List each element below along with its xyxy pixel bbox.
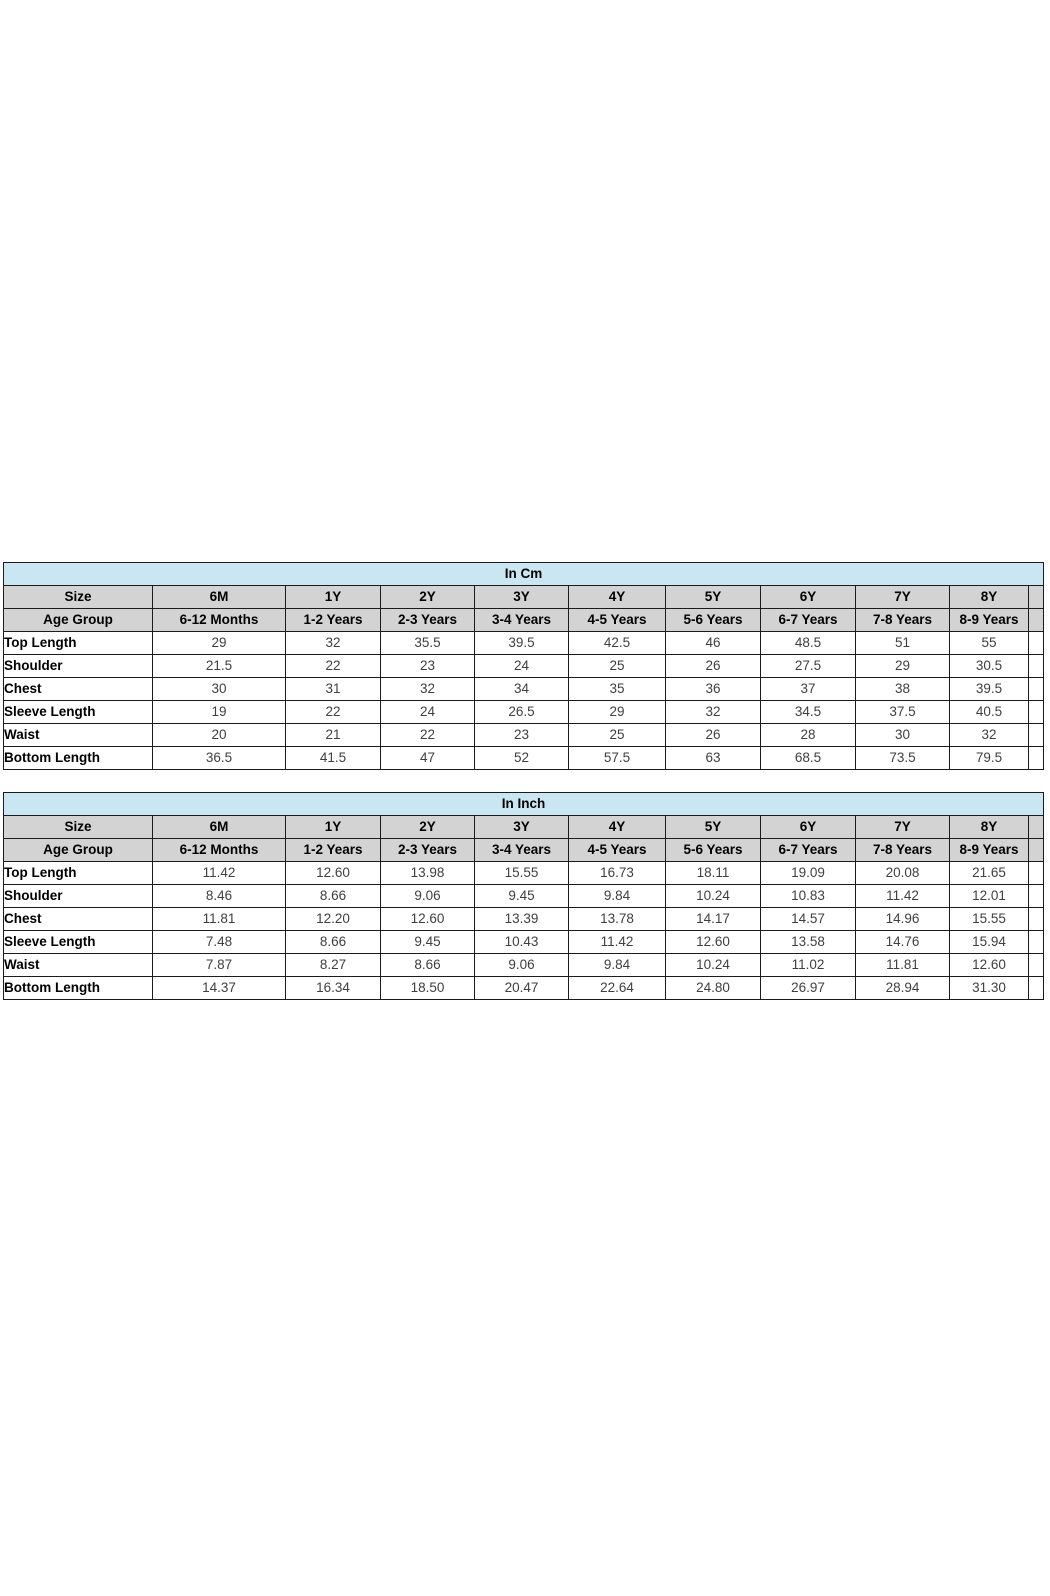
size-chart-tables xyxy=(3,562,1044,1000)
size-row-label: Size xyxy=(4,586,153,609)
age-group-row-label: Age Group xyxy=(4,839,153,862)
measurement-value-cell: 28 xyxy=(761,724,856,747)
size-header-cell: 1Y xyxy=(286,816,381,839)
measurement-value-cell: 26 xyxy=(666,655,761,678)
table-title-row xyxy=(4,563,1044,586)
table-row xyxy=(4,931,1044,954)
size-header-cell: 2Y xyxy=(381,586,475,609)
age-group-header-cell: 8-9 Years xyxy=(950,839,1029,862)
age-group-header-cell: 6-7 Years xyxy=(761,609,856,632)
measurement-value-cell: 12.20 xyxy=(286,908,381,931)
measurement-value-cell: 22 xyxy=(286,701,381,724)
row-stub-cell xyxy=(1029,724,1044,747)
measurement-value-cell: 14.96 xyxy=(856,908,950,931)
age-group-header-cell: 6-12 Months xyxy=(153,839,286,862)
size-header-cell: 1Y xyxy=(286,586,381,609)
measurement-value-cell: 20 xyxy=(153,724,286,747)
measurement-value-cell: 51 xyxy=(856,632,950,655)
measurement-value-cell: 14.76 xyxy=(856,931,950,954)
size-row-label: Size xyxy=(4,816,153,839)
measurement-value-cell: 37 xyxy=(761,678,856,701)
age-group-header-cell: 6-12 Months xyxy=(153,609,286,632)
table-row xyxy=(4,724,1044,747)
header-stub-cell xyxy=(1029,609,1044,632)
measurement-value-cell: 31.30 xyxy=(950,977,1029,1000)
size-header-cell: 6Y xyxy=(761,586,856,609)
age-group-header-cell: 3-4 Years xyxy=(475,839,569,862)
measurement-value-cell: 11.42 xyxy=(569,931,666,954)
row-stub-cell xyxy=(1029,885,1044,908)
measurement-value-cell: 9.84 xyxy=(569,885,666,908)
measurement-value-cell: 23 xyxy=(381,655,475,678)
measurement-value-cell: 10.83 xyxy=(761,885,856,908)
measurement-value-cell: 7.48 xyxy=(153,931,286,954)
measurement-value-cell: 52 xyxy=(475,747,569,770)
measurement-value-cell: 9.84 xyxy=(569,954,666,977)
size-chart-cm xyxy=(3,562,1044,770)
measurement-value-cell: 11.42 xyxy=(153,862,286,885)
measurement-value-cell: 9.45 xyxy=(381,931,475,954)
age-group-header-cell: 4-5 Years xyxy=(569,609,666,632)
measurement-value-cell: 46 xyxy=(666,632,761,655)
measurement-value-cell: 18.50 xyxy=(381,977,475,1000)
measurement-value-cell: 23 xyxy=(475,724,569,747)
measurement-value-cell: 9.45 xyxy=(475,885,569,908)
measurement-value-cell: 16.73 xyxy=(569,862,666,885)
table-row xyxy=(4,954,1044,977)
age-group-header-cell: 5-6 Years xyxy=(666,839,761,862)
measurement-value-cell: 30 xyxy=(856,724,950,747)
measurement-value-cell: 20.47 xyxy=(475,977,569,1000)
age-group-header-cell: 2-3 Years xyxy=(381,609,475,632)
measurement-value-cell: 29 xyxy=(856,655,950,678)
size-header-row xyxy=(4,816,1044,839)
measurement-value-cell: 30 xyxy=(153,678,286,701)
measurement-value-cell: 11.42 xyxy=(856,885,950,908)
measurement-value-cell: 9.06 xyxy=(475,954,569,977)
table-title: In Cm xyxy=(4,563,1044,586)
measurement-value-cell: 31 xyxy=(286,678,381,701)
measurement-value-cell: 48.5 xyxy=(761,632,856,655)
measurement-value-cell: 22.64 xyxy=(569,977,666,1000)
size-header-cell: 2Y xyxy=(381,816,475,839)
size-header-cell: 5Y xyxy=(666,586,761,609)
measurement-row-label: Shoulder xyxy=(4,655,153,678)
measurement-value-cell: 8.66 xyxy=(286,931,381,954)
measurement-value-cell: 29 xyxy=(153,632,286,655)
measurement-value-cell: 35.5 xyxy=(381,632,475,655)
measurement-value-cell: 14.37 xyxy=(153,977,286,1000)
measurement-row-label: Bottom Length xyxy=(4,977,153,1000)
row-stub-cell xyxy=(1029,678,1044,701)
measurement-value-cell: 21 xyxy=(286,724,381,747)
header-stub-cell xyxy=(1029,816,1044,839)
measurement-value-cell: 27.5 xyxy=(761,655,856,678)
measurement-row-label: Chest xyxy=(4,678,153,701)
table-row xyxy=(4,655,1044,678)
measurement-value-cell: 41.5 xyxy=(286,747,381,770)
measurement-row-label: Chest xyxy=(4,908,153,931)
measurement-value-cell: 34.5 xyxy=(761,701,856,724)
measurement-value-cell: 38 xyxy=(856,678,950,701)
size-header-cell: 3Y xyxy=(475,816,569,839)
row-stub-cell xyxy=(1029,908,1044,931)
size-header-cell: 6M xyxy=(153,586,286,609)
measurement-value-cell: 28.94 xyxy=(856,977,950,1000)
row-stub-cell xyxy=(1029,701,1044,724)
table-row xyxy=(4,632,1044,655)
measurement-value-cell: 11.81 xyxy=(856,954,950,977)
measurement-value-cell: 15.94 xyxy=(950,931,1029,954)
measurement-row-label: Shoulder xyxy=(4,885,153,908)
row-stub-cell xyxy=(1029,954,1044,977)
measurement-value-cell: 13.58 xyxy=(761,931,856,954)
measurement-value-cell: 12.01 xyxy=(950,885,1029,908)
row-stub-cell xyxy=(1029,655,1044,678)
measurement-value-cell: 24 xyxy=(475,655,569,678)
measurement-row-label: Sleeve Length xyxy=(4,931,153,954)
row-stub-cell xyxy=(1029,632,1044,655)
age-group-header-cell: 6-7 Years xyxy=(761,839,856,862)
measurement-row-label: Waist xyxy=(4,724,153,747)
header-stub-cell xyxy=(1029,839,1044,862)
measurement-value-cell: 35 xyxy=(569,678,666,701)
measurement-value-cell: 24 xyxy=(381,701,475,724)
measurement-value-cell: 37.5 xyxy=(856,701,950,724)
age-group-header-cell: 7-8 Years xyxy=(856,609,950,632)
size-header-cell: 5Y xyxy=(666,816,761,839)
age-group-header-cell: 3-4 Years xyxy=(475,609,569,632)
measurement-value-cell: 63 xyxy=(666,747,761,770)
size-header-cell: 4Y xyxy=(569,816,666,839)
measurement-row-label: Top Length xyxy=(4,862,153,885)
age-group-row-label: Age Group xyxy=(4,609,153,632)
measurement-value-cell: 8.46 xyxy=(153,885,286,908)
measurement-value-cell: 8.66 xyxy=(381,954,475,977)
measurement-value-cell: 39.5 xyxy=(475,632,569,655)
size-header-cell: 6M xyxy=(153,816,286,839)
size-header-cell: 6Y xyxy=(761,816,856,839)
measurement-value-cell: 57.5 xyxy=(569,747,666,770)
measurement-value-cell: 39.5 xyxy=(950,678,1029,701)
measurement-value-cell: 21.65 xyxy=(950,862,1029,885)
age-group-header-row xyxy=(4,609,1044,632)
table-row xyxy=(4,977,1044,1000)
measurement-value-cell: 47 xyxy=(381,747,475,770)
age-group-header-cell: 8-9 Years xyxy=(950,609,1029,632)
row-stub-cell xyxy=(1029,977,1044,1000)
measurement-value-cell: 30.5 xyxy=(950,655,1029,678)
size-header-cell: 8Y xyxy=(950,816,1029,839)
measurement-value-cell: 11.81 xyxy=(153,908,286,931)
measurement-value-cell: 10.24 xyxy=(666,885,761,908)
size-chart-inch xyxy=(3,792,1044,1000)
size-header-row xyxy=(4,586,1044,609)
measurement-value-cell: 7.87 xyxy=(153,954,286,977)
measurement-value-cell: 13.78 xyxy=(569,908,666,931)
measurement-value-cell: 15.55 xyxy=(475,862,569,885)
measurement-value-cell: 32 xyxy=(666,701,761,724)
row-stub-cell xyxy=(1029,931,1044,954)
measurement-row-label: Bottom Length xyxy=(4,747,153,770)
measurement-value-cell: 12.60 xyxy=(950,954,1029,977)
age-group-header-cell: 1-2 Years xyxy=(286,609,381,632)
measurement-value-cell: 16.34 xyxy=(286,977,381,1000)
measurement-row-label: Sleeve Length xyxy=(4,701,153,724)
measurement-value-cell: 55 xyxy=(950,632,1029,655)
measurement-value-cell: 13.98 xyxy=(381,862,475,885)
measurement-value-cell: 8.66 xyxy=(286,885,381,908)
measurement-value-cell: 12.60 xyxy=(381,908,475,931)
table-row xyxy=(4,678,1044,701)
measurement-value-cell: 10.43 xyxy=(475,931,569,954)
age-group-header-cell: 4-5 Years xyxy=(569,839,666,862)
row-stub-cell xyxy=(1029,862,1044,885)
measurement-value-cell: 36.5 xyxy=(153,747,286,770)
table-row xyxy=(4,862,1044,885)
measurement-row-label: Top Length xyxy=(4,632,153,655)
measurement-value-cell: 32 xyxy=(381,678,475,701)
measurement-value-cell: 32 xyxy=(286,632,381,655)
measurement-value-cell: 73.5 xyxy=(856,747,950,770)
measurement-value-cell: 13.39 xyxy=(475,908,569,931)
measurement-value-cell: 34 xyxy=(475,678,569,701)
measurement-value-cell: 40.5 xyxy=(950,701,1029,724)
row-stub-cell xyxy=(1029,747,1044,770)
measurement-value-cell: 32 xyxy=(950,724,1029,747)
measurement-value-cell: 79.5 xyxy=(950,747,1029,770)
age-group-header-cell: 1-2 Years xyxy=(286,839,381,862)
age-group-header-row xyxy=(4,839,1044,862)
header-stub-cell xyxy=(1029,586,1044,609)
size-header-cell: 7Y xyxy=(856,816,950,839)
measurement-value-cell: 15.55 xyxy=(950,908,1029,931)
measurement-value-cell: 19 xyxy=(153,701,286,724)
measurement-value-cell: 12.60 xyxy=(666,931,761,954)
size-header-cell: 7Y xyxy=(856,586,950,609)
measurement-value-cell: 22 xyxy=(286,655,381,678)
measurement-value-cell: 29 xyxy=(569,701,666,724)
measurement-value-cell: 22 xyxy=(381,724,475,747)
measurement-value-cell: 10.24 xyxy=(666,954,761,977)
measurement-value-cell: 11.02 xyxy=(761,954,856,977)
table-title-row xyxy=(4,793,1044,816)
table-row xyxy=(4,701,1044,724)
measurement-value-cell: 9.06 xyxy=(381,885,475,908)
age-group-header-cell: 7-8 Years xyxy=(856,839,950,862)
measurement-value-cell: 8.27 xyxy=(286,954,381,977)
measurement-value-cell: 14.17 xyxy=(666,908,761,931)
measurement-value-cell: 68.5 xyxy=(761,747,856,770)
size-header-cell: 3Y xyxy=(475,586,569,609)
table-title: In Inch xyxy=(4,793,1044,816)
measurement-value-cell: 21.5 xyxy=(153,655,286,678)
measurement-value-cell: 25 xyxy=(569,724,666,747)
size-header-cell: 4Y xyxy=(569,586,666,609)
measurement-value-cell: 36 xyxy=(666,678,761,701)
measurement-value-cell: 19.09 xyxy=(761,862,856,885)
measurement-value-cell: 24.80 xyxy=(666,977,761,1000)
measurement-value-cell: 20.08 xyxy=(856,862,950,885)
measurement-value-cell: 12.60 xyxy=(286,862,381,885)
measurement-value-cell: 26.97 xyxy=(761,977,856,1000)
age-group-header-cell: 5-6 Years xyxy=(666,609,761,632)
table-row xyxy=(4,908,1044,931)
measurement-row-label: Waist xyxy=(4,954,153,977)
measurement-value-cell: 18.11 xyxy=(666,862,761,885)
measurement-value-cell: 42.5 xyxy=(569,632,666,655)
age-group-header-cell: 2-3 Years xyxy=(381,839,475,862)
measurement-value-cell: 14.57 xyxy=(761,908,856,931)
measurement-value-cell: 25 xyxy=(569,655,666,678)
measurement-value-cell: 26 xyxy=(666,724,761,747)
size-header-cell: 8Y xyxy=(950,586,1029,609)
measurement-value-cell: 26.5 xyxy=(475,701,569,724)
table-row xyxy=(4,747,1044,770)
table-row xyxy=(4,885,1044,908)
